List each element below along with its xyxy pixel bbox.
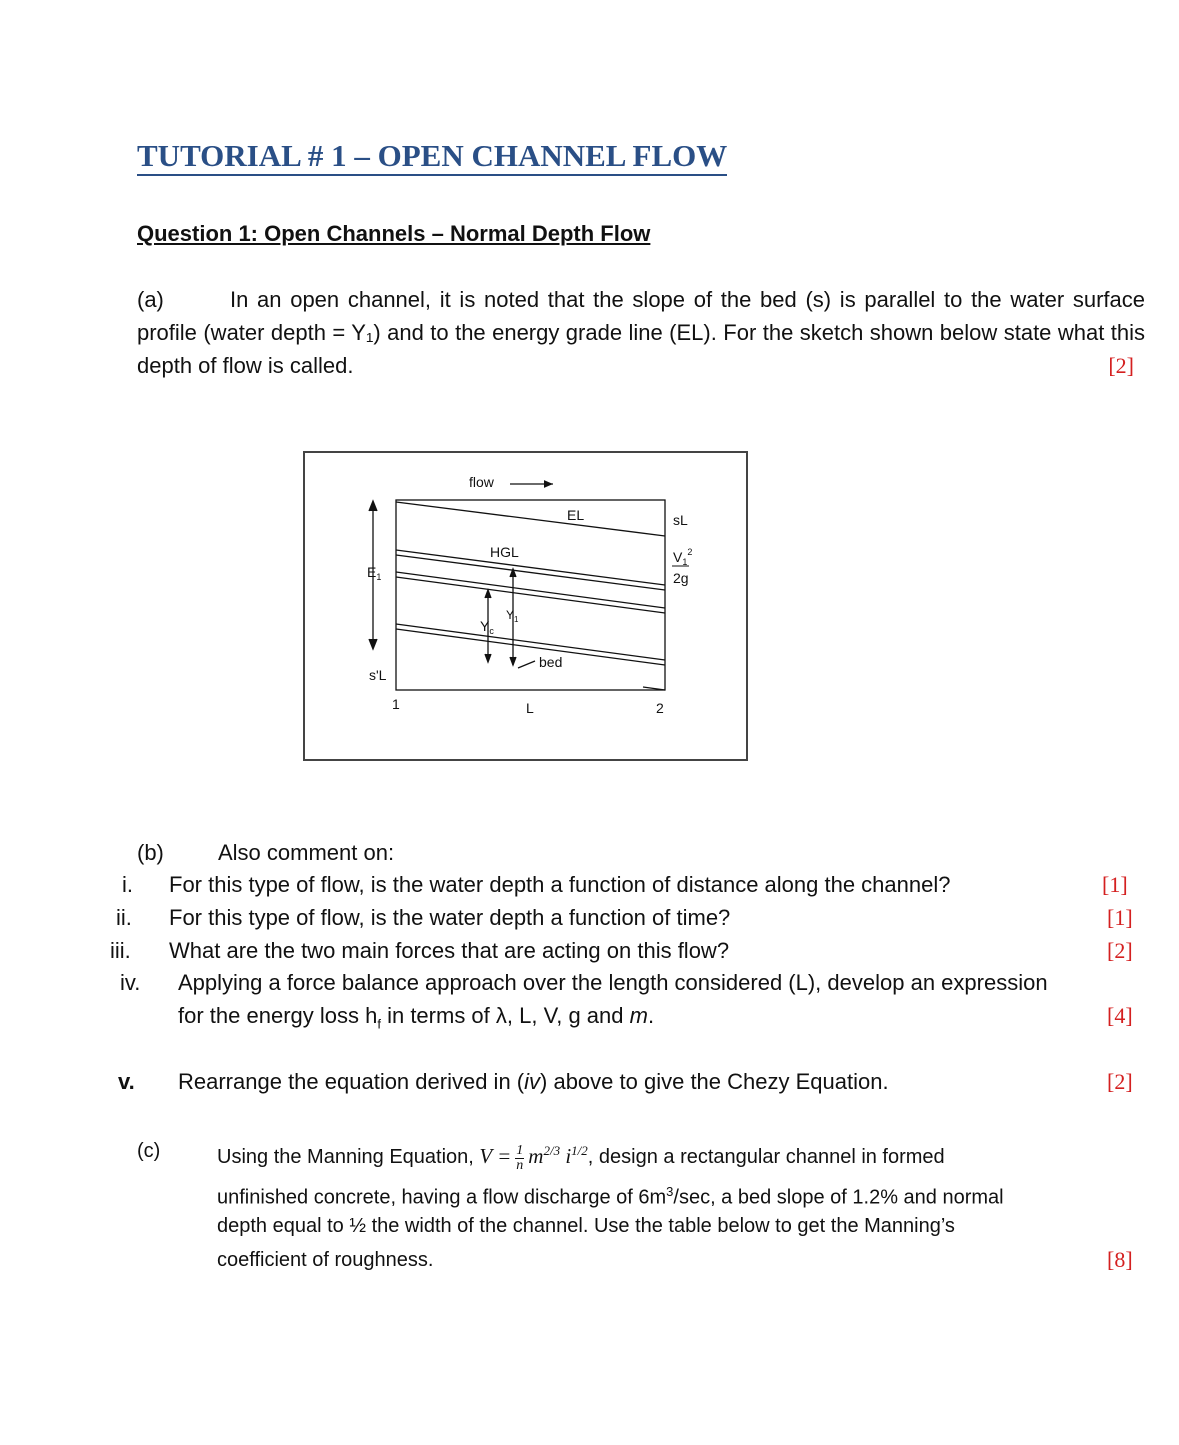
water-surface-1: [396, 572, 665, 608]
item-i-num: i.: [122, 872, 133, 897]
page-title: TUTORIAL # 1 – OPEN CHANNEL FLOW: [137, 138, 727, 176]
part-c-line2: unfinished concrete, having a flow discharge of $6m^3/\sec$, a bed slope of 1.2% and normal: [217, 1184, 1004, 1209]
part-a-mark: [2]: [1108, 353, 1134, 378]
point-2: 2: [656, 700, 664, 716]
part-b-intro: Also comment on:: [218, 840, 395, 865]
part-c-line1: Using the Manning Equation, V = $\frac{1}{n}$ $m^{2/3}$ $i^{1/2}$, design a rectangular channel in formed: [217, 1142, 945, 1173]
hgl-line-2: [396, 555, 665, 590]
item-iv-text-line2: for the energy loss $h_f$ in terms of λ, L, V, g and m.: [178, 1003, 655, 1032]
part-b-label: (b): [137, 840, 164, 865]
el-line: [396, 502, 665, 536]
channel-sketch-svg: [303, 451, 748, 761]
item-ii-num: ii.: [116, 905, 132, 930]
e1-label: $E_1$: [367, 564, 382, 582]
yc-label: $Y_c$: [480, 618, 494, 636]
bed-label: bed: [539, 654, 563, 670]
g-label: 2g: [673, 570, 689, 586]
part-c-line3: depth equal to ½ the width of the channel. Use the table below to get the Manning’s: [217, 1215, 955, 1237]
sprime-label: s'L: [369, 667, 387, 683]
channel-sketch: [303, 451, 748, 761]
manning-equation: V = $\frac{1}{n}$ $m^{2/3}$ $i^{1/2}$: [479, 1142, 588, 1173]
question-heading: Question 1: Open Channels – Normal Depth Flow: [137, 221, 651, 246]
y1-label: $Y_1$: [506, 608, 519, 624]
item-v-mark: [2]: [1107, 1069, 1133, 1094]
part-a-text: In an open channel, it is noted that the slope of the bed (s) is parallel to the water surface profile (water depth = Y₁) and to the energy grade line (EL). For the sketch shown below state what this depth of flow is called.: [137, 287, 1145, 378]
flow-label: flow: [469, 474, 494, 490]
item-iii-mark: [2]: [1107, 938, 1133, 963]
item-v-text: Rearrange the equation derived in (iv) above to give the Chezy Equation.: [178, 1069, 889, 1094]
bed-pointer: [518, 661, 535, 668]
item-iv-mark: [4]: [1107, 1003, 1133, 1028]
v-label: $V_1^2$: [673, 547, 693, 567]
item-iii-num: iii.: [110, 938, 131, 963]
sl-label: sL: [673, 512, 688, 528]
item-i-mark: [1]: [1102, 872, 1128, 897]
bed-line-1: [396, 624, 665, 660]
el-label: EL: [567, 507, 585, 523]
item-v-num: v.: [118, 1069, 135, 1094]
point-1: 1: [392, 696, 400, 712]
item-iv-num: iv.: [120, 970, 141, 995]
water-surface-2: [396, 577, 665, 613]
item-iv-text-line1: Applying a force balance approach over the length considered (L), develop an expression: [178, 970, 1048, 995]
hgl-label: HGL: [490, 544, 519, 560]
part-c-line4: coefficient of roughness.: [217, 1249, 434, 1271]
item-iii-text: What are the two main forces that are acting on this flow?: [169, 938, 730, 963]
part-a-paragraph: [137, 283, 1145, 382]
item-ii-text: For this type of flow, is the water depth a function of time?: [169, 905, 731, 930]
item-i-text: For this type of flow, is the water depth a function of distance along the channel?: [169, 872, 951, 897]
bed-line-2: [396, 629, 665, 665]
part-c-label: (c): [137, 1140, 161, 1162]
part-c-mark: [8]: [1107, 1247, 1133, 1272]
part-a-label: (a): [137, 287, 164, 312]
hgl-line-1: [396, 550, 665, 585]
point-l: L: [526, 700, 534, 716]
item-ii-mark: [1]: [1107, 905, 1133, 930]
